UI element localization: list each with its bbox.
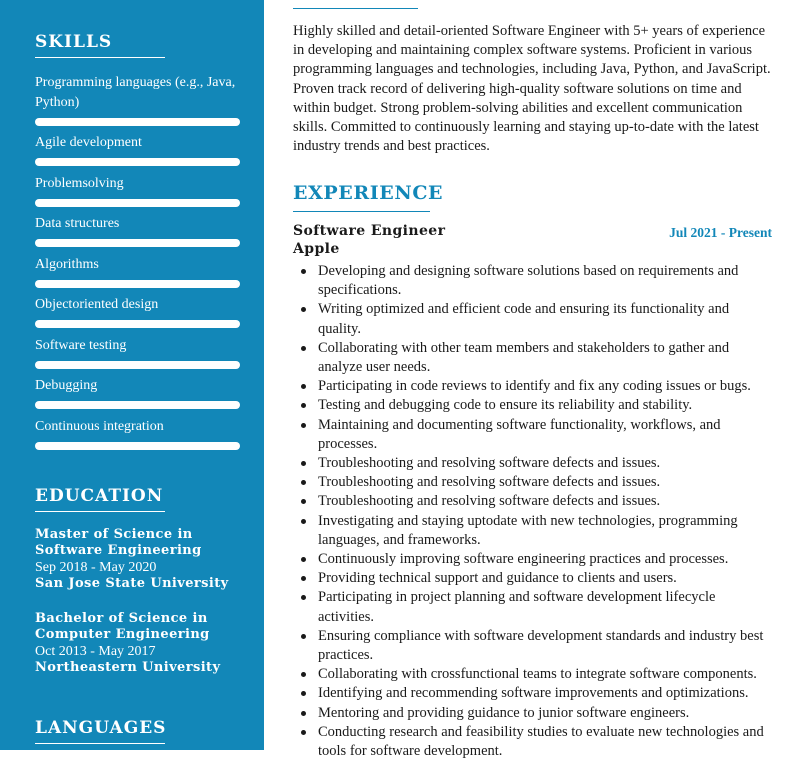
duty-item: Identifying and recommending software improvements and optimizations. [318, 684, 773, 703]
skill-item [35, 174, 240, 207]
job-company: Apple [293, 241, 340, 257]
skill-bar [35, 280, 240, 288]
skill-label: Problemsolving [35, 176, 124, 191]
duty-item: Developing and designing software solutions based on requirements and specifications. [318, 262, 773, 300]
skill-label: Debugging [35, 378, 98, 393]
education-heading-rule [35, 511, 165, 512]
duty-item: Continuously improving software engineering practices and processes. [318, 550, 773, 569]
summary-heading-rule [293, 8, 418, 9]
skill-bar [35, 442, 240, 450]
education-school: San Jose State University [35, 576, 229, 591]
experience-heading: EXPERIENCE [293, 182, 444, 204]
skill-item [35, 336, 240, 369]
skill-label: Programming languages (e.g., Java, Python) [35, 75, 236, 110]
skill-label: Continuous integration [35, 419, 164, 434]
duty-item: Maintaining and documenting software functionality, workflows, and processes. [318, 416, 773, 454]
skill-bar [35, 239, 240, 247]
skill-item [35, 133, 240, 166]
skill-bar [35, 361, 240, 369]
duty-item: Testing and debugging code to ensure its reliability and stability. [318, 396, 773, 415]
duty-item: Troubleshooting and resolving software defects and issues. [318, 492, 773, 511]
education-degree: Bachelor of Science in Computer Engineering [35, 611, 210, 642]
main-content [293, 0, 778, 760]
experience-heading-rule [293, 211, 430, 212]
duty-item: Investigating and staying uptodate with new technologies, programming languages, and frameworks. [318, 512, 773, 550]
skills-heading: SKILLS [35, 32, 113, 52]
skill-item [35, 295, 240, 328]
job-title: Software Engineer [293, 223, 446, 239]
sidebar [0, 0, 264, 750]
skill-bar [35, 199, 240, 207]
duty-item: Collaborating with other team members and stakeholders to gather and analyze user needs. [318, 339, 773, 377]
skill-bar [35, 401, 240, 409]
duty-item: Writing optimized and efficient code and ensuring its functionality and quality. [318, 300, 773, 338]
job-duties-list [318, 262, 773, 761]
skill-item [35, 214, 240, 247]
summary-text: Highly skilled and detail-oriented Software Engineer with 5+ years of experience in developing and maintaining complex software systems. Proficient in various programming languages and technologies, including Java, Python, and JavaScript. Proven track record of delivering high-quality software solutions on time and within budget. Strong problem-solving abilities and excellent communication skills. Committed to continuously learning and staying up-to-date with the latest industry trends and best practices. [293, 23, 771, 155]
education-entry [35, 611, 250, 676]
skills-heading-rule [35, 57, 165, 58]
education-heading: EDUCATION [35, 486, 164, 506]
education-degree: Master of Science in Software Engineering [35, 527, 202, 558]
skill-label: Algorithms [35, 257, 99, 272]
skill-item [35, 255, 240, 288]
duty-item: Mentoring and providing guidance to junior software engineers. [318, 704, 773, 723]
duty-item: Troubleshooting and resolving software defects and issues. [318, 454, 773, 473]
duty-item: Participating in project planning and software development lifecycle activities. [318, 588, 773, 626]
skill-item [35, 376, 240, 409]
skill-label: Software testing [35, 338, 127, 353]
job-dates: Jul 2021 - Present [669, 225, 772, 240]
duty-item: Ensuring compliance with software development standards and industry best practices. [318, 627, 773, 665]
education-entry [35, 527, 250, 592]
education-school: Northeastern University [35, 660, 221, 675]
skill-bar [35, 320, 240, 328]
skill-item [35, 417, 240, 450]
skill-bar [35, 118, 240, 126]
skill-label: Agile development [35, 135, 142, 150]
duty-item: Collaborating with crossfunctional teams to integrate software components. [318, 665, 773, 684]
languages-heading: LANGUAGES [35, 718, 167, 738]
skill-bar [35, 158, 240, 166]
duty-item: Troubleshooting and resolving software defects and issues. [318, 473, 773, 492]
skill-label: Objectoriented design [35, 297, 159, 312]
languages-heading-rule [35, 743, 165, 744]
skill-item [35, 73, 240, 126]
duty-item: Providing technical support and guidance to clients and users. [318, 569, 773, 588]
education-dates: Sep 2018 - May 2020 [35, 560, 157, 575]
skill-label: Data structures [35, 216, 120, 231]
duty-item: Participating in code reviews to identify and fix any coding issues or bugs. [318, 377, 773, 396]
duty-item: Conducting research and feasibility studies to evaluate new technologies and tools for software development. [318, 723, 773, 761]
education-dates: Oct 2013 - May 2017 [35, 644, 156, 659]
